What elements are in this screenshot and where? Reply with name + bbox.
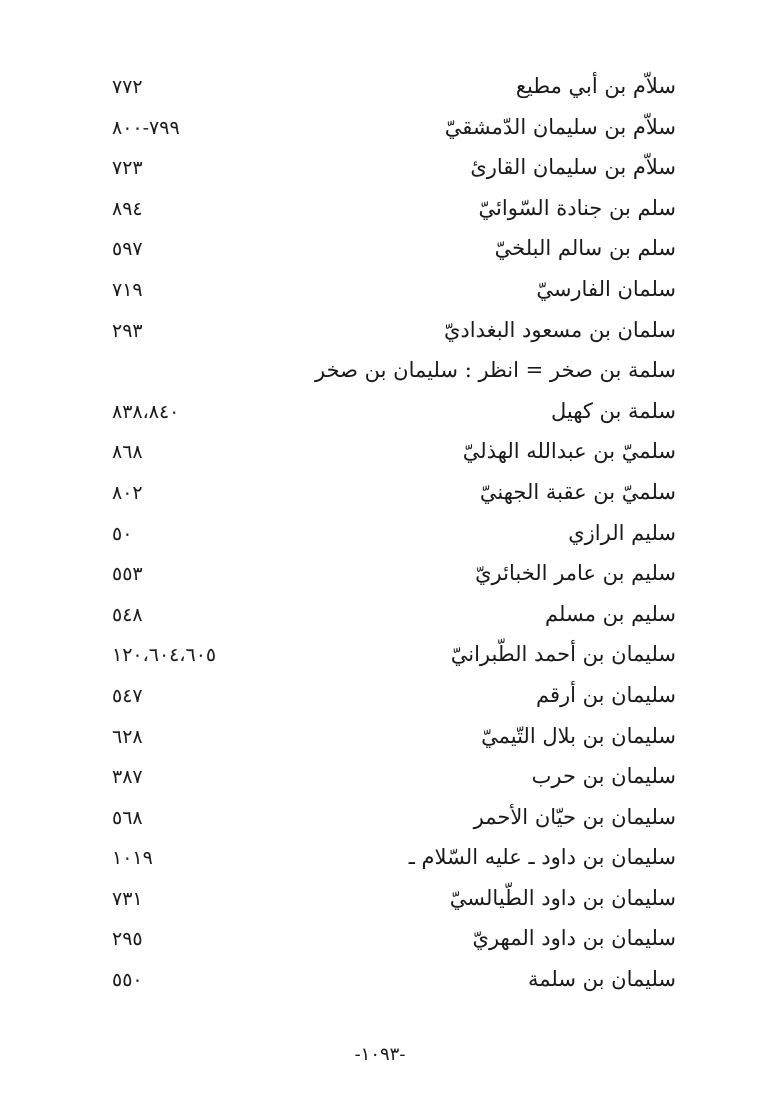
index-entry: [0, 393, 760, 434]
index-entry: [0, 920, 760, 961]
entry-pages: ١٢٠،٦٠٤،٦٠٥: [112, 644, 217, 667]
entry-pages: ١٠١٩: [112, 847, 153, 870]
index-entry: [0, 880, 760, 921]
index-entry: [0, 718, 760, 759]
index-entry: [0, 596, 760, 637]
entry-name: سلميّ بن عقبة الجهنيّ: [479, 479, 676, 504]
entry-name: سليمان بن داود الطّيالسيّ: [449, 885, 676, 910]
entry-pages: ٥٦٨: [112, 806, 143, 829]
entry-name: سليمان بن داود ـ عليه السّلام ـ: [408, 845, 676, 870]
entry-name: سلاّم بن سليمان الدّمشقيّ: [444, 114, 676, 139]
entry-name: سليمان بن بلال التّيميّ: [481, 723, 676, 748]
entry-name: سلم بن جنادة السّوائيّ: [478, 195, 676, 220]
index-entry: [0, 677, 760, 718]
index-entry: [0, 312, 760, 353]
entry-name: سليمان بن سلمة: [528, 967, 676, 992]
index-entry: [0, 839, 760, 880]
entry-name: سليم بن عامر الخبائريّ: [475, 561, 676, 586]
entry-name: سلمة بن كهيل: [550, 398, 676, 423]
index-entry: [0, 271, 760, 312]
entry-pages: ٥٤٨: [112, 603, 143, 626]
entry-pages: ٥٠: [112, 522, 133, 545]
entry-pages: ٨٦٨: [112, 441, 143, 464]
index-entries: [0, 68, 760, 1002]
index-entry: [0, 230, 760, 271]
index-entry: [0, 352, 760, 393]
index-entry: [0, 515, 760, 556]
index-entry: [0, 433, 760, 474]
entry-name: سلمان بن مسعود البغداديّ: [443, 317, 676, 342]
entry-name: سلمان الفارسيّ: [536, 276, 676, 301]
entry-pages: ٢٩٥: [112, 928, 143, 951]
entry-pages: ٧٢٣: [112, 157, 143, 180]
page-number: -١٠٩٣-: [354, 1044, 406, 1065]
entry-pages: ٦٢٨: [112, 725, 143, 748]
index-entry: [0, 149, 760, 190]
index-entry: [0, 190, 760, 231]
index-entry: [0, 68, 760, 109]
entry-pages: ٥٥٠: [112, 969, 143, 992]
index-entry: [0, 636, 760, 677]
entry-name: سلمة بن صخر = انظر : سليمان بن صخر: [315, 358, 676, 383]
index-entry: [0, 799, 760, 840]
entry-name: سلاّم بن أبي مطيع: [515, 74, 676, 98]
index-entry: [0, 961, 760, 1002]
entry-pages: ٧٧٢: [112, 76, 143, 98]
entry-pages: ٧١٩: [112, 278, 143, 301]
entry-name: سلاّم بن سليمان القارئ: [470, 155, 676, 180]
index-entry: [0, 109, 760, 150]
entry-pages: ٨٩٤: [112, 197, 143, 220]
entry-pages: ٢٩٣: [112, 319, 143, 342]
entry-pages: ٨٣٨،٨٤٠: [112, 400, 180, 423]
entry-pages: ٨٠٢: [112, 481, 143, 504]
entry-name: سلميّ بن عبدالله الهذليّ: [462, 439, 676, 464]
entry-pages: ٥٩٧: [112, 238, 143, 261]
entry-pages: ٧٣١: [112, 887, 143, 910]
entry-name: سلم بن سالم البلخيّ: [494, 236, 676, 261]
entry-name: سليم بن مسلم: [545, 601, 676, 626]
entry-name: سليمان بن حرب: [531, 764, 676, 789]
entry-pages: ٣٨٧: [112, 766, 143, 789]
index-entry: [0, 758, 760, 799]
entry-name: سليمان بن حيّان الأحمر: [473, 804, 676, 829]
entry-name: سليم الرازي: [568, 520, 676, 545]
entry-name: سليمان بن داود المهريّ: [472, 926, 676, 951]
entry-pages: ٥٥٣: [112, 563, 143, 586]
entry-pages: ٥٤٧: [112, 684, 143, 707]
entry-pages: ٧٩٩-٨٠٠: [112, 116, 180, 139]
entry-name: سليمان بن أحمد الطّبرانيّ: [450, 642, 676, 667]
entry-name: سليمان بن أرقم: [535, 682, 676, 707]
index-entry: [0, 474, 760, 515]
index-entry: [0, 555, 760, 596]
